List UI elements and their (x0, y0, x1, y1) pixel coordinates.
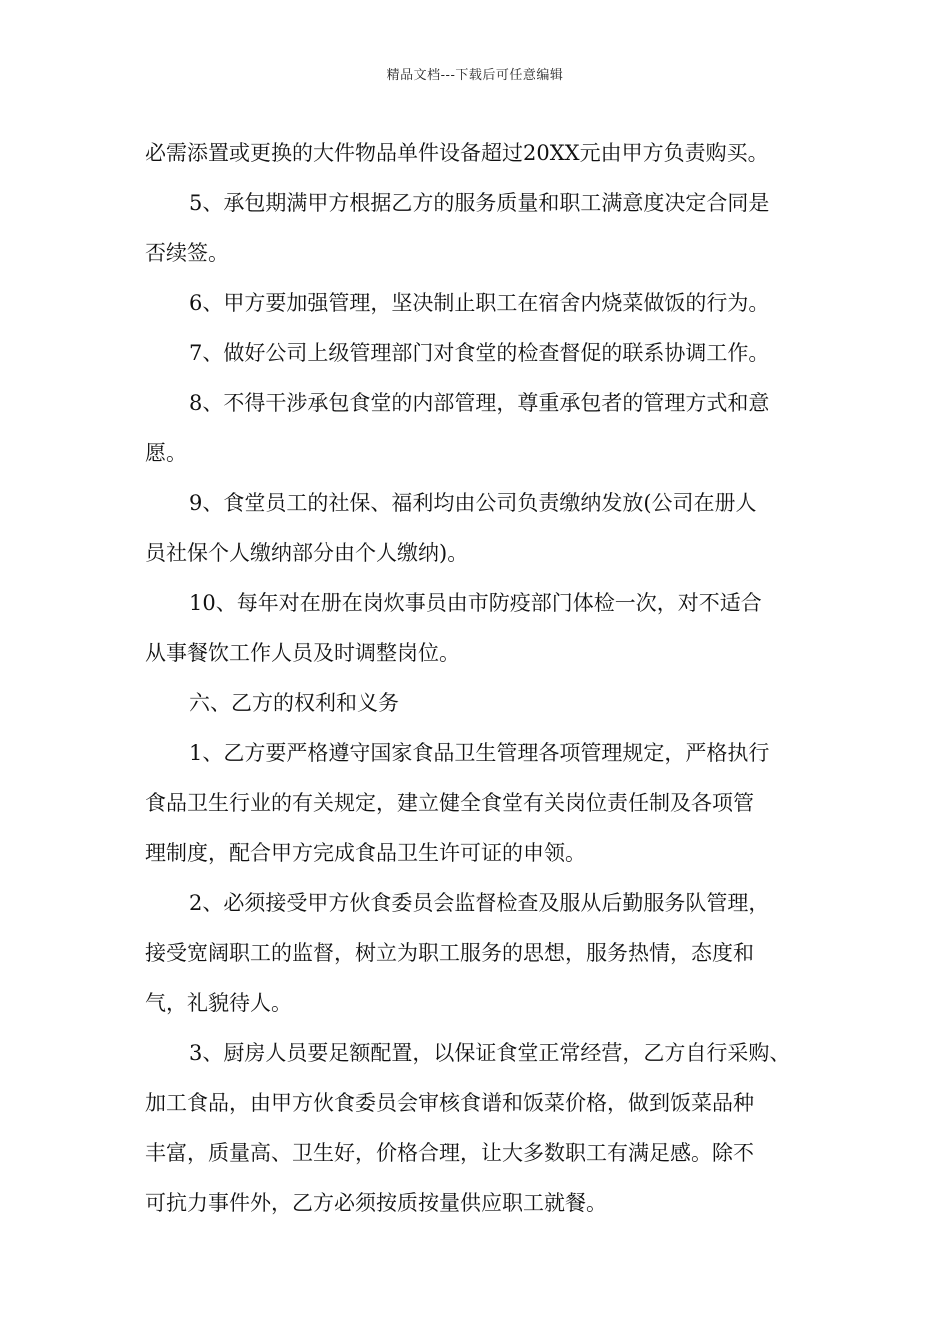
text-line: 否续签。 (145, 241, 229, 265)
text-line: 气，礼貌待人。 (145, 991, 292, 1015)
text-line: 加工食品，由甲方伙食委员会审核食谱和饭菜价格，做到饭菜品种 (145, 1091, 754, 1115)
text-line: 接受宽阔职工的监督，树立为职工服务的思想，服务热情，态度和 (145, 941, 754, 965)
section-heading: 六、乙方的权利和义务 (189, 691, 399, 715)
text-line: 2、必须接受甲方伙食委员会监督检查及服从后勤服务队管理， (189, 891, 770, 915)
document-body (145, 128, 810, 1228)
text-line: 3、厨房人员要足额配置，以保证食堂正常经营，乙方自行采购、 (189, 1041, 791, 1065)
text-line: 必需添置或更换的大件物品单件设备超过20XX元由甲方负责购买。 (145, 141, 769, 165)
text-line: 6、甲方要加强管理，坚决制止职工在宿舍内烧菜做饭的行为。 (189, 291, 770, 315)
text-line: 员社保个人缴纳部分由个人缴纳)。 (145, 541, 469, 565)
text-line: 5、承包期满甲方根据乙方的服务质量和职工满意度决定合同是 (189, 191, 770, 215)
text-line: 理制度，配合甲方完成食品卫生许可证的申领。 (145, 841, 586, 865)
text-line: 可抗力事件外，乙方必须按质按量供应职工就餐。 (145, 1191, 607, 1215)
text-line: 10、每年对在册在岗炊事员由市防疫部门体检一次，对不适合 (189, 591, 762, 615)
page-header: 精品文档---下载后可任意编辑 (386, 68, 564, 83)
text-line: 9、食堂员工的社保、福利均由公司负责缴纳发放(公司在册人 (189, 491, 757, 515)
text-line: 从事餐饮工作人员及时调整岗位。 (145, 641, 460, 665)
text-line: 丰富，质量高、卫生好，价格合理，让大多数职工有满足感。除不 (145, 1141, 754, 1165)
text-line: 愿。 (145, 441, 187, 465)
text-line: 8、不得干涉承包食堂的内部管理，尊重承包者的管理方式和意 (189, 391, 770, 415)
text-line: 7、做好公司上级管理部门对食堂的检查督促的联系协调工作。 (189, 341, 770, 365)
text-line: 1、乙方要严格遵守国家食品卫生管理各项管理规定，严格执行 (189, 741, 770, 765)
text-line: 食品卫生行业的有关规定，建立健全食堂有关岗位责任制及各项管 (145, 791, 754, 815)
